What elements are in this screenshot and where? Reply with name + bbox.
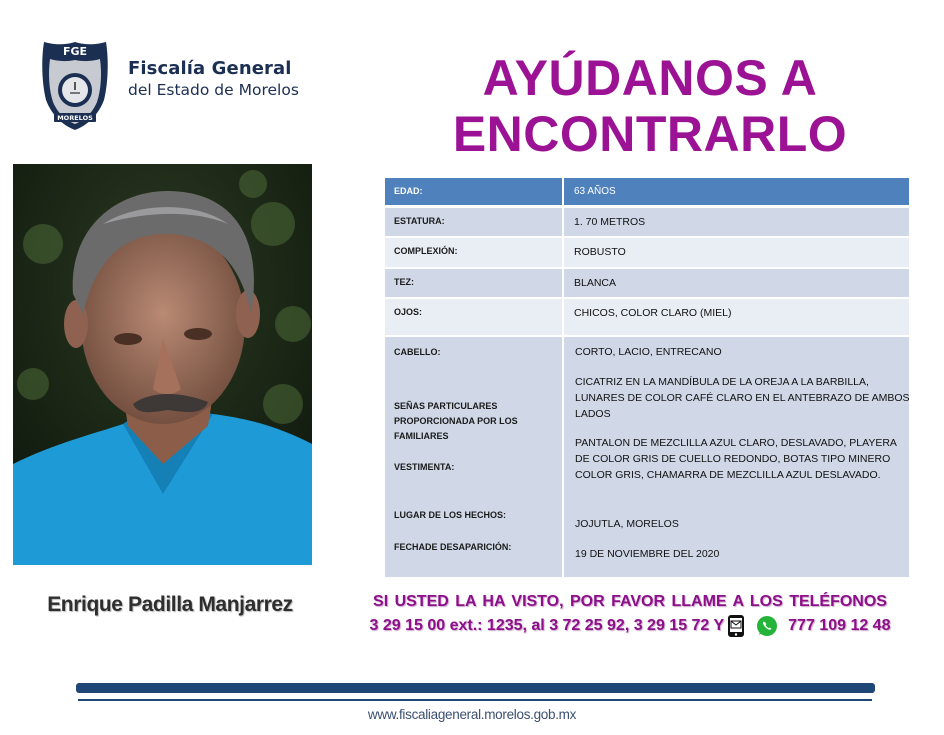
value-lugar: JOJUTLA, MORELOS [575,518,679,530]
label-estatura: ESTATURA: [385,208,562,236]
label-vestimenta: VESTIMENTA: [394,462,455,472]
footer-divider-thin [78,699,872,701]
table-row-tez [385,269,909,297]
value-estatura: 1. 70 METROS [564,208,909,236]
org-name-line2: del Estado de Morelos [128,81,299,99]
table-row-ojos [385,299,909,335]
value-edad: 63 AÑOS [564,178,909,205]
whatsapp-number: 777 109 12 48 [788,617,891,634]
label-senas-particulares: SEÑAS PARTICULARES PROPORCIONADA POR LOS FAMILIARES [394,401,518,441]
label-complexion: COMPLEXIÓN: [385,238,562,267]
value-tez: BLANCA [564,269,909,297]
website-link[interactable]: www.fiscaliageneral.morelos.gob.mx [367,707,577,722]
mobile-message-icon [726,614,746,638]
table-row-complexion [385,238,909,267]
org-name-line1: Fiscalía General [128,58,292,79]
value-cabello: CORTO, LACIO, ENTRECANO [575,346,722,358]
value-senas-particulares: CICATRIZ EN LA MANDÍBULA DE LA OREJA A LA BARBILLA, LUNARES DE COLOR CAFÉ CLARO EN EL ANTEBRAZO DE AMBOS LADOS [575,376,910,420]
label-tez: TEZ: [385,269,562,297]
contact-heading: SI USTED LA HA VISTO, POR FAVOR LLAME A LOS TELÉFONOS [373,593,887,610]
label-fecha: FECHADE DESAPARICIÓN: [394,542,512,552]
shield-icon [40,40,110,132]
whatsapp-icon [756,615,778,637]
missing-person-photo [13,164,312,565]
value-vestimenta: PANTALON DE MEZCLILLA AZUL CLARO, DESLAVADO, PLAYERA DE COLOR GRIS DE CUELLO REDONDO, BOTAS TIPO MINERO COLOR GRIS, CHAMARRA DE MEZCLILLA AZUL DESLAVADO. [575,437,897,481]
portrait-image [13,164,312,565]
value-fecha: 19 DE NOVIEMBRE DEL 2020 [575,548,720,560]
organization-name [128,58,299,100]
label-ojos: OJOS: [385,299,562,335]
label-edad: EDAD: [385,178,562,205]
title-line2: ENCONTRARLO [452,106,848,162]
phone-numbers: 3 29 15 00 ext.: 1235, al 3 72 25 92, 3 29 15 72 Y [369,617,725,634]
label-lugar: LUGAR DE LOS HECHOS: [394,510,507,520]
svg-text:MORELOS: MORELOS [57,114,93,122]
svg-text:FGE: FGE [62,45,88,58]
fge-badge-logo [40,40,110,132]
contact-call-to-action [330,592,930,638]
title-line1: AYÚDANOS A [482,50,818,106]
value-ojos: CHICOS, COLOR CLARO (MIEL) [564,299,909,335]
missing-person-name: Enrique Padilla Manjarrez [47,593,293,616]
table-row-estatura [385,208,909,236]
value-complexion: ROBUSTO [564,238,909,267]
footer-divider-thick [76,683,875,693]
page-title [400,50,900,162]
table-row-edad [385,178,909,205]
table-row-description-block [385,337,909,577]
label-cabello: CABELLO: [394,347,441,357]
contact-phones [330,614,930,638]
